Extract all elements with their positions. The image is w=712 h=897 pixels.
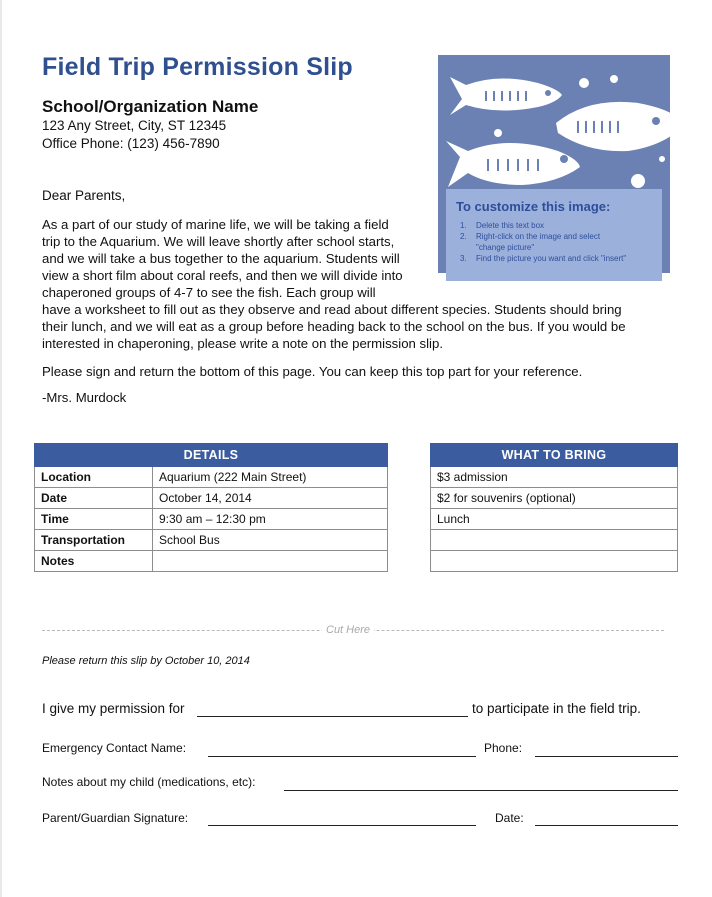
instruction-text: Please sign and return the bottom of this page. You can keep this top part for your reference. [42,364,583,379]
caption-step: 1. Delete this text box [460,221,545,230]
bring-item[interactable]: $2 for souvenirs (optional) [431,488,678,509]
row-label: Date [35,488,153,509]
page-title: Field Trip Permission Slip [42,53,353,81]
signature-line[interactable] [208,825,476,826]
table-row [431,509,678,530]
caption-step: 3. Find the picture you want and click "insert" [460,254,627,263]
caption-steps [456,220,652,264]
table-row [431,551,678,572]
row-value[interactable]: 9:30 am – 12:30 pm [153,509,388,530]
cut-here-label: Cut Here [322,624,374,636]
table-row [431,530,678,551]
bring-item[interactable] [431,551,678,572]
bring-item[interactable]: Lunch [431,509,678,530]
caption-step: "change picture" [476,243,535,252]
row-value[interactable]: October 14, 2014 [153,488,388,509]
page-edge [0,0,2,897]
org-name: School/Organization Name [42,97,259,116]
row-value[interactable]: School Bus [153,530,388,551]
body-line: trip to the Aquarium. We will leave shortly after school starts, [42,234,395,249]
greeting: Dear Parents, [42,188,126,203]
date-label: Date: [495,811,524,825]
bring-table [430,443,678,572]
table-row [431,467,678,488]
caption-title: To customize this image: [456,199,611,214]
org-address: 123 Any Street, City, ST 12345 [42,118,227,133]
table-row [35,467,388,488]
details-table [34,443,388,572]
body-line: chaperoned groups of 4-7 to see the fish. Each group will [42,285,376,300]
caption-step: 2. Right-click on the image and select [460,232,601,241]
row-value[interactable] [153,551,388,572]
table-row [35,488,388,509]
row-label: Time [35,509,153,530]
signature-label: Parent/Guardian Signature: [42,811,189,825]
row-label: Location [35,467,153,488]
permission-suffix: to participate in the field trip. [472,701,641,716]
body-line: view a short film about coral reefs, and then we will divide into [42,268,403,283]
emergency-contact-label: Emergency Contact Name: [42,741,187,755]
image-caption-box[interactable] [446,189,662,281]
bring-header: WHAT TO BRING [431,444,678,467]
row-value[interactable]: Aquarium (222 Main Street) [153,467,388,488]
phone-label: Phone: [484,741,523,755]
row-label: Transportation [35,530,153,551]
org-phone: Office Phone: (123) 456-7890 [42,136,220,151]
signoff: -Mrs. Murdock [42,390,127,405]
bring-item[interactable]: $3 admission [431,467,678,488]
body-line: their lunch, and we will eat as a group before heading back to the school on the bus. If you would be [42,319,626,334]
permission-prefix: I give my permission for [42,701,185,716]
body-line: have a worksheet to fill out as they observe and read about different species. Students should bring [42,302,622,317]
emergency-contact-line[interactable] [208,756,476,757]
table-row [35,530,388,551]
return-note: Please return this slip by October 10, 2014 [42,655,250,667]
body-line: and we will take a bus together to the aquarium. Students will [42,251,400,266]
details-header: DETAILS [35,444,388,467]
date-line[interactable] [535,825,678,826]
table-row [431,488,678,509]
notes-line[interactable] [284,790,678,791]
table-row [35,509,388,530]
bring-item[interactable] [431,530,678,551]
student-name-line[interactable] [197,716,468,717]
phone-line[interactable] [535,756,678,757]
table-row [35,551,388,572]
body-line: interested in chaperoning, please write a note on the permission slip. [42,336,443,351]
row-label: Notes [35,551,153,572]
body-line: As a part of our study of marine life, we will be taking a field [42,217,389,232]
notes-label: Notes about my child (medications, etc): [42,775,256,789]
